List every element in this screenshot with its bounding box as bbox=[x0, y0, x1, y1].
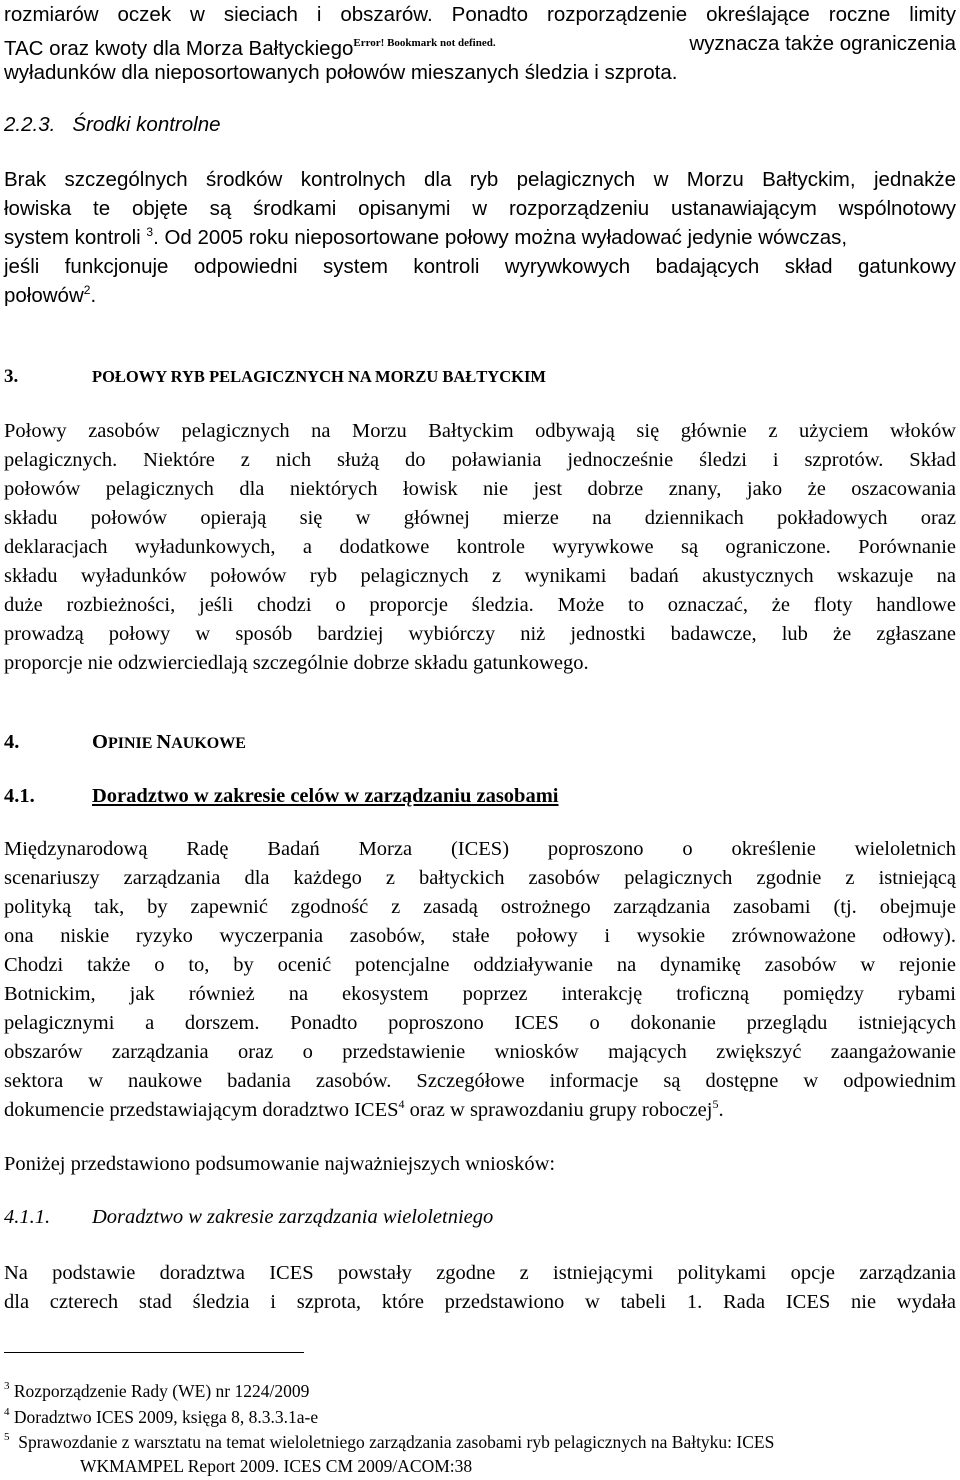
footnote-ref[interactable]: 3 bbox=[146, 225, 154, 239]
heading-number: 4.1.1. bbox=[4, 1206, 51, 1228]
text: Poniżej przedstawiono podsumowanie najważniejszych wniosków: bbox=[4, 1153, 556, 1175]
paragraph-line bbox=[4, 980, 956, 1009]
footnote-number: 5 bbox=[4, 1431, 10, 1443]
paragraph-line bbox=[4, 446, 956, 475]
paragraph-line bbox=[4, 1288, 956, 1317]
paragraph-line bbox=[4, 194, 956, 223]
paragraph-line bbox=[4, 1009, 956, 1038]
text: . Od 2005 roku nieposortowane połowy można wyładować jedynie wówczas, bbox=[153, 226, 848, 249]
text: sektora w naukowe badania zasobów. Szczegółowe informacje są dostępne w odpowiednim bbox=[4, 1070, 956, 1092]
text: Międzynarodową Radę Badań Morza (ICES) poproszono o określenie wieloletnich bbox=[4, 838, 956, 860]
paragraph-line bbox=[4, 0, 956, 29]
footnote-separator bbox=[4, 1352, 304, 1353]
text: Połowy zasobów pelagicznych na Morzu Bałtyckim odbywają się głównie z użyciem włoków bbox=[4, 420, 956, 442]
section-heading-4-1 bbox=[4, 782, 559, 811]
text: oraz w sprawozdaniu grupy roboczej bbox=[404, 1099, 713, 1121]
paragraph-line bbox=[4, 252, 956, 281]
heading-number: 4.1. bbox=[4, 785, 35, 807]
text: deklaracjach wyładunkowych, a dodatkowe kontrole wyrywkowe są ograniczone. Porównanie bbox=[4, 536, 956, 558]
heading-text: POŁOWY RYB PELAGICZNYCH NA MORZU BAŁTYCKIM bbox=[92, 367, 546, 386]
footnote-ref[interactable]: 4 bbox=[398, 1097, 405, 1111]
heading-text: 2.2.3. Środki kontrolne bbox=[4, 113, 221, 136]
heading-text: Doradztwo w zakresie celów w zarządzaniu zasobami bbox=[92, 785, 559, 807]
paragraph-line bbox=[4, 951, 956, 980]
paragraph-line bbox=[4, 922, 956, 951]
text: Botnickim, jak również na ekosystem poprzez interakcję troficzną pomiędzy rybami bbox=[4, 983, 956, 1005]
paragraph-line bbox=[4, 835, 956, 864]
text: . bbox=[718, 1099, 724, 1121]
footnote-4 bbox=[4, 1405, 318, 1429]
text bbox=[4, 223, 847, 252]
paragraph-line bbox=[4, 893, 956, 922]
paragraph-line bbox=[4, 281, 956, 310]
footnote-3 bbox=[4, 1379, 309, 1403]
paragraph-line bbox=[4, 1096, 956, 1125]
section-heading-2-2-3 bbox=[4, 110, 956, 139]
text: połowów bbox=[4, 284, 84, 307]
paragraph-line bbox=[4, 58, 956, 87]
text: Na podstawie doradztwa ICES powstały zgodne z istniejącymi politykami opcje zarządzania bbox=[4, 1262, 956, 1284]
heading-text: O bbox=[92, 731, 108, 753]
footnote-number: 4 bbox=[4, 1406, 10, 1418]
text: wyładunków dla nieposortowanych połowów mieszanych śledzia i szprota. bbox=[4, 61, 678, 84]
heading-number: 4. bbox=[4, 731, 20, 753]
text: . bbox=[90, 284, 97, 307]
paragraph-line bbox=[4, 1259, 956, 1288]
paragraph-line bbox=[4, 504, 956, 533]
text: jeśli funkcjonuje odpowiedni system kontroli wyrywkowych badających skład gatunkowy bbox=[4, 255, 956, 278]
paragraph-line bbox=[4, 417, 956, 446]
text: scenariuszy zarządzania dla każdego z bałtyckich zasobów pelagicznych zgodnie z istniejącą bbox=[4, 867, 956, 889]
section-heading-4 bbox=[4, 728, 246, 758]
footnote-5 bbox=[4, 1430, 956, 1454]
footnote-ref[interactable]: 5 bbox=[712, 1097, 719, 1111]
paragraph-line bbox=[4, 649, 956, 678]
text: rozmiarów oczek w sieciach i obszarów. Ponadto rozporządzenie określające roczne limity bbox=[4, 3, 956, 26]
text: pelagicznych. Niektóre z nich służą do poławiania jednocześnie śledzi i szprotów. Skład bbox=[4, 449, 956, 471]
footnote-text: WKMAMPEL Report 2009. ICES CM 2009/ACOM:38 bbox=[80, 1456, 473, 1476]
text: wyznacza także ograniczenia bbox=[689, 32, 956, 55]
paragraph-line bbox=[4, 1038, 956, 1067]
text: dla czterech stad śledzia i szprota, które przedstawiono w tabeli 1. Rada ICES nie wydała bbox=[4, 1291, 956, 1313]
paragraph-line bbox=[4, 562, 956, 591]
bookmark-error: Error! Bookmark not defined. bbox=[353, 37, 496, 49]
text: składu połowów opierają się w głównej mierze na dziennikach pokładowych oraz bbox=[4, 507, 956, 529]
paragraph-line bbox=[4, 223, 956, 252]
paragraph-line bbox=[4, 533, 956, 562]
text: ona niskie ryzyko wyczerpania zasobów, stałe połowy i wysokie zrównoważone odłowy). bbox=[4, 925, 956, 947]
paragraph-line bbox=[4, 864, 956, 893]
paragraph-line bbox=[4, 165, 956, 194]
text: Brak szczególnych środków kontrolnych dla ryb pelagicznych w Morzu Bałtyckim, jednakże bbox=[4, 168, 956, 191]
paragraph-line bbox=[4, 475, 956, 504]
heading-text: N bbox=[156, 731, 172, 753]
text: składu wyładunków połowów ryb pelagicznych z wynikami badań akustycznych wskazuje na bbox=[4, 565, 956, 587]
heading-text: Doradztwo w zakresie zarządzania wieloletniego bbox=[92, 1206, 494, 1228]
heading-text: AUKOWE bbox=[171, 735, 246, 752]
paragraph-line bbox=[4, 591, 956, 620]
text: obszarów zarządzania oraz o przedstawienie wniosków mających zwiększyć zaangażowanie bbox=[4, 1041, 956, 1063]
text: pelagicznymi a dorszem. Ponadto poproszono ICES o dokonanie przeglądu istniejących bbox=[4, 1012, 956, 1034]
text: łowiska te objęte są środkami opisanymi w rozporządzeniu ustanawiającym wspólnotowy bbox=[4, 197, 956, 220]
footnote-5-continuation bbox=[80, 1454, 472, 1478]
text: dokumencie przedstawiającym doradztwo ICES bbox=[4, 1099, 399, 1121]
paragraph-line bbox=[4, 620, 956, 649]
heading-number: 3. bbox=[4, 366, 19, 387]
footnote-number: 3 bbox=[4, 1380, 10, 1392]
footnote-ref[interactable]: 2 bbox=[83, 283, 91, 297]
paragraph-line bbox=[4, 1067, 956, 1096]
text: proporcje nie odzwierciedlają szczególnie dobrze składu gatunkowego. bbox=[4, 652, 589, 674]
footnote-text: Sprawozdanie z warsztatu na temat wieloletniego zarządzania zasobami ryb pelagicznych na Bałtyku: ICES bbox=[9, 1432, 775, 1452]
paragraph-line bbox=[4, 1150, 956, 1179]
section-heading-3 bbox=[4, 362, 546, 391]
section-heading-4-1-1 bbox=[4, 1203, 956, 1232]
footnote-text: Doradztwo ICES 2009, księga 8, 8.3.3.1a-e bbox=[9, 1407, 319, 1427]
heading-text: PINIE bbox=[107, 735, 157, 752]
text: połowów pelagicznych dla niektórych łowisk nie jest dobrze znany, jako że oszacowania bbox=[4, 478, 956, 500]
text: Chodzi także o to, by ocenić potencjalne oddziaływanie na dynamikę zasobów w rejonie bbox=[4, 954, 956, 976]
footnote-text: Rozporządzenie Rady (WE) nr 1224/2009 bbox=[9, 1381, 310, 1401]
text: system kontroli bbox=[4, 226, 147, 249]
text: prowadzą połowy w sposób bardziej wybiórczy niż jednostki badawcze, lub że zgłaszane bbox=[4, 623, 956, 645]
text: TAC oraz kwoty dla Morza Bałtyckiego bbox=[4, 37, 354, 60]
text: duże rozbieżności, jeśli chodzi o proporcje śledzia. Może to oznaczać, że floty handlowe bbox=[4, 594, 956, 616]
text: polityką tak, by zapewnić zgodność z zasadą ostrożnego zarządzania zasobami (tj. obejmuje bbox=[4, 896, 956, 918]
